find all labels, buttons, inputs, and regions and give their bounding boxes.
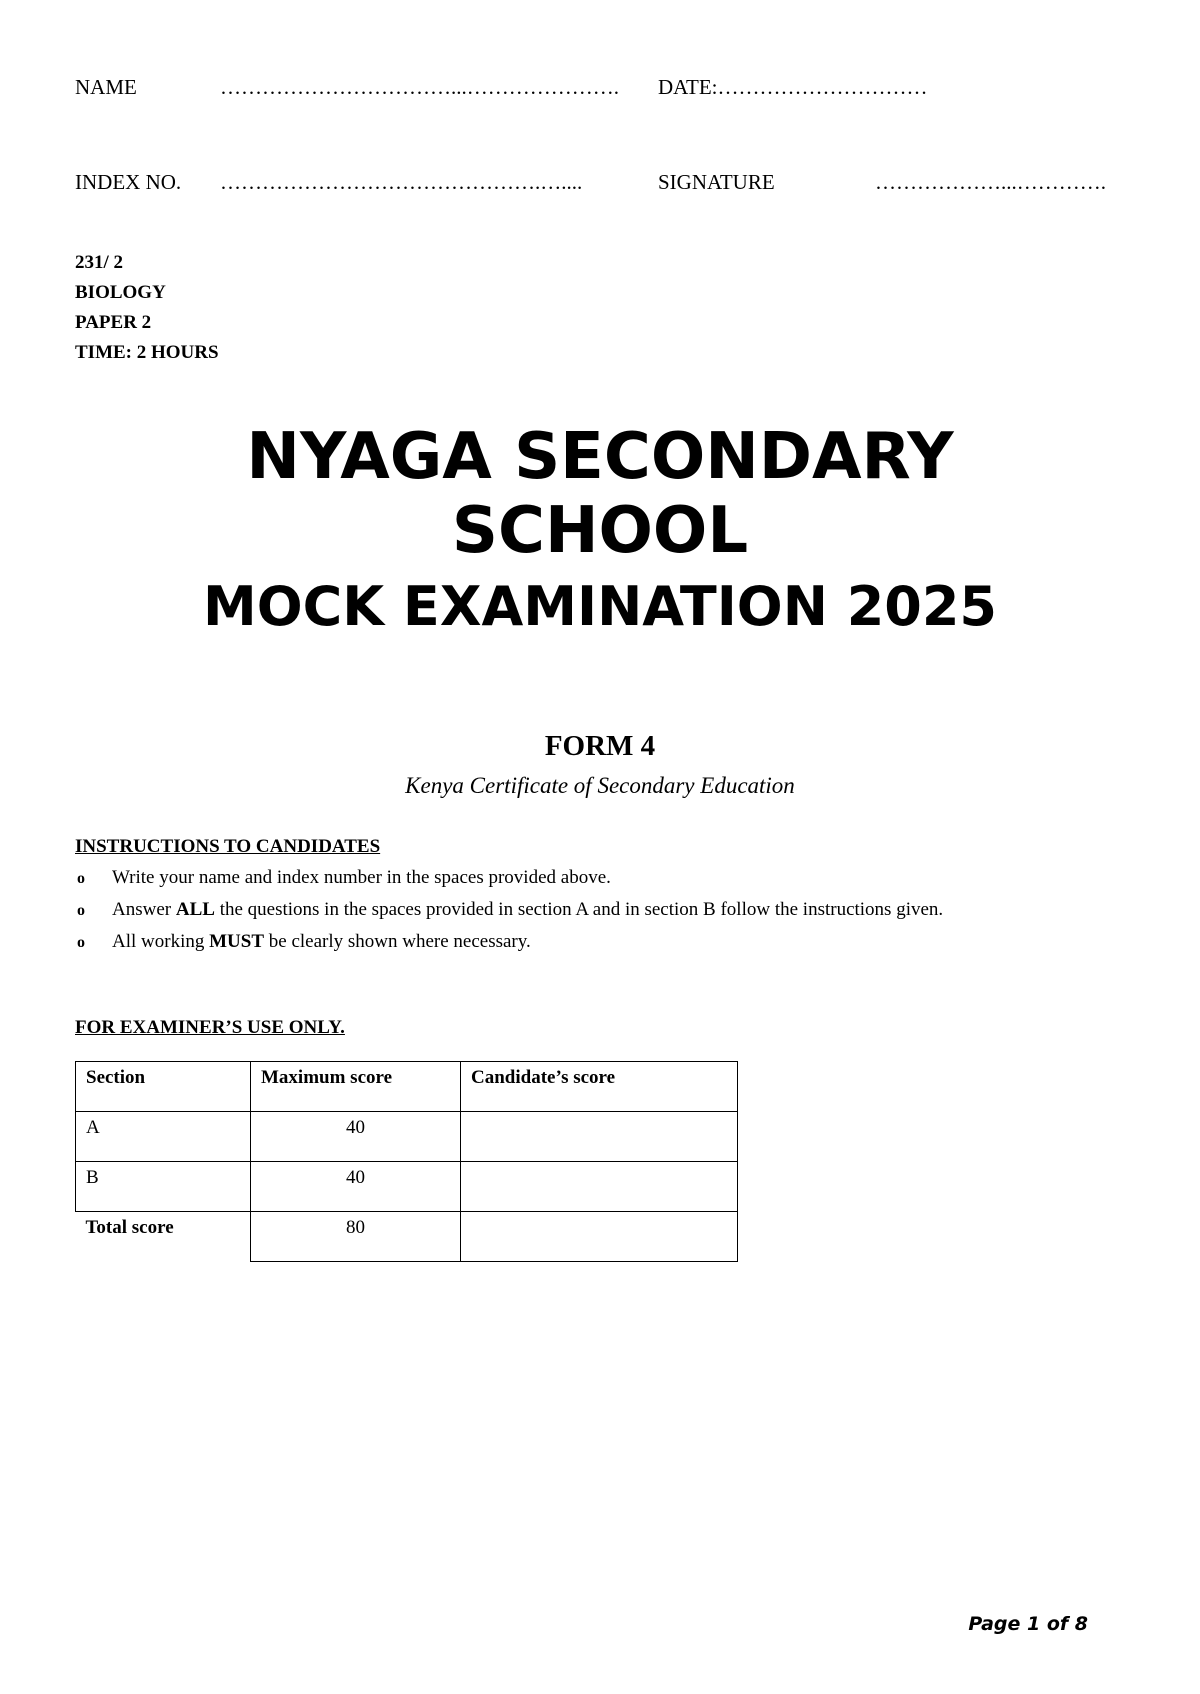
bullet-icon: o — [77, 870, 85, 887]
examiner-heading: FOR EXAMINER’S USE ONLY. — [75, 1017, 345, 1038]
instruction-text: the questions in the spaces provided in section A and in section B follow the instructions given. — [214, 899, 944, 920]
column-header: Section — [76, 1062, 251, 1112]
paper-code: 231/ 2 — [75, 252, 124, 273]
column-header: Candidate’s score — [461, 1062, 738, 1112]
max-score-cell: 80 — [251, 1212, 461, 1262]
school-title-line2: SCHOOL — [451, 494, 749, 568]
section-cell: B — [76, 1162, 251, 1212]
bullet-icon: o — [77, 902, 85, 919]
page-number: Page 1 of 8 — [968, 1613, 1088, 1635]
candidate-score-cell[interactable] — [461, 1162, 738, 1212]
column-header: Maximum score — [251, 1062, 461, 1112]
instruction-text: All working — [112, 931, 210, 952]
table-row — [76, 1212, 738, 1262]
table-header-row — [76, 1062, 738, 1112]
paper-time: TIME: 2 HOURS — [75, 342, 219, 363]
form-level: FORM 4 — [544, 730, 656, 762]
date-field[interactable]: DATE:………………………… — [658, 75, 928, 99]
school-title-line1: NYAGA SECONDARY — [246, 420, 954, 494]
instruction-item: Write your name and index number in the spaces provided above. — [112, 867, 611, 888]
section-cell: Total score — [76, 1212, 251, 1262]
section-cell: A — [76, 1112, 251, 1162]
instruction-text: be clearly shown where necessary. — [264, 931, 531, 952]
instruction-emphasis: MUST — [209, 931, 265, 952]
paper-number: PAPER 2 — [75, 312, 152, 333]
instruction-emphasis: ALL — [175, 899, 215, 920]
paper-subject: BIOLOGY — [75, 282, 166, 303]
score-table — [75, 1061, 738, 1262]
instructions-heading: INSTRUCTIONS TO CANDIDATES — [75, 836, 381, 857]
table-row — [76, 1162, 738, 1212]
max-score-cell: 40 — [251, 1112, 461, 1162]
max-score-cell: 40 — [251, 1162, 461, 1212]
exam-title: MOCK EXAMINATION 2025 — [203, 575, 997, 638]
school-title — [0, 420, 1200, 568]
index-label: INDEX NO. — [75, 170, 182, 194]
instruction-text: Answer — [112, 899, 176, 920]
candidate-score-cell[interactable] — [461, 1112, 738, 1162]
signature-label: SIGNATURE — [658, 170, 775, 194]
paper-meta — [75, 248, 219, 368]
name-field[interactable]: ……………………………...…………………. — [220, 75, 619, 99]
certificate-name: Kenya Certificate of Secondary Education — [405, 773, 795, 798]
bullet-icon: o — [77, 934, 85, 951]
signature-field[interactable]: ………………...…………. — [875, 170, 1106, 194]
instruction-item — [112, 931, 531, 953]
instruction-item — [112, 899, 943, 921]
name-label: NAME — [75, 75, 137, 99]
index-field[interactable]: ……………………………………….….... — [220, 170, 583, 194]
table-row — [76, 1112, 738, 1162]
candidate-score-cell[interactable] — [461, 1212, 738, 1262]
